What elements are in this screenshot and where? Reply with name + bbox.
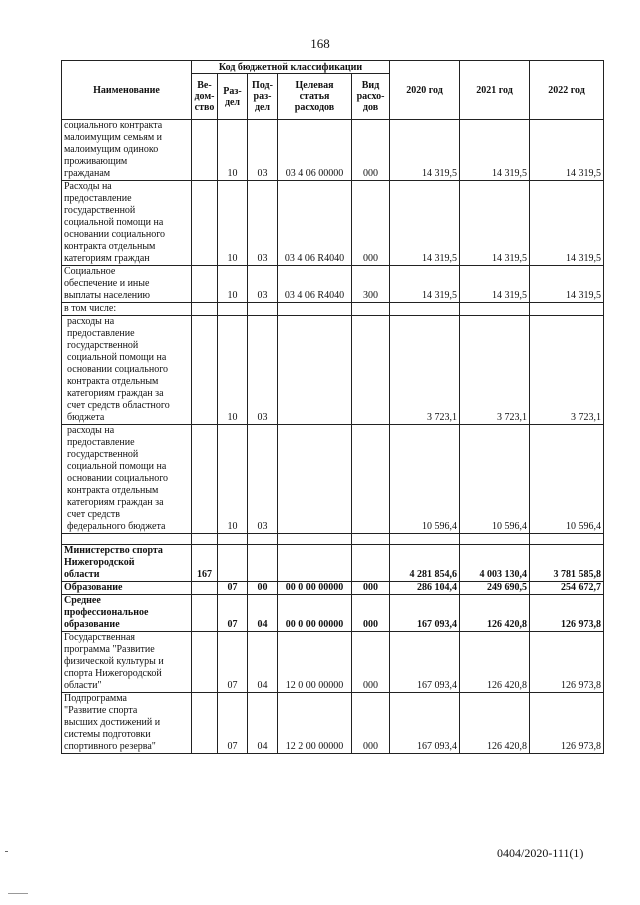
table-row bbox=[62, 425, 604, 534]
row-value-2020: 167 093,4 bbox=[390, 632, 460, 693]
row-dept bbox=[192, 582, 218, 595]
row-value-2020: 14 319,5 bbox=[390, 266, 460, 303]
row-type bbox=[352, 303, 390, 316]
row-section bbox=[218, 303, 248, 316]
table-body bbox=[62, 120, 604, 754]
row-value-2022: 126 973,8 bbox=[530, 632, 604, 693]
row-section bbox=[218, 545, 248, 582]
table-row bbox=[62, 693, 604, 754]
row-dept bbox=[192, 120, 218, 181]
row-value-2021: 126 420,8 bbox=[460, 632, 530, 693]
row-type: 300 bbox=[352, 266, 390, 303]
row-dept bbox=[192, 303, 218, 316]
row-value-2020: 167 093,4 bbox=[390, 693, 460, 754]
row-name: Подпрограмма "Развитие спорта высших достижений и системы подготовки спортивного резерва" bbox=[62, 693, 192, 754]
row-section: 07 bbox=[218, 595, 248, 632]
table-row bbox=[62, 545, 604, 582]
row-section: 10 bbox=[218, 425, 248, 534]
header-type: Вид расхо- дов bbox=[352, 74, 390, 120]
row-name: Расходы на предоставление государственной социальной помощи на основании социального контракта отдельным категориям граждан bbox=[62, 181, 192, 266]
row-target bbox=[278, 545, 352, 582]
row-value-2021: 3 723,1 bbox=[460, 316, 530, 425]
row-value-2022: 14 319,5 bbox=[530, 120, 604, 181]
row-target: 00 0 00 00000 bbox=[278, 582, 352, 595]
row-value-2020: 167 093,4 bbox=[390, 595, 460, 632]
row-target: 03 4 06 00000 bbox=[278, 120, 352, 181]
table-row bbox=[62, 181, 604, 266]
row-value-2020: 286 104,4 bbox=[390, 582, 460, 595]
row-name: Социальное обеспечение и иные выплаты населению bbox=[62, 266, 192, 303]
row-value-2021: 4 003 130,4 bbox=[460, 545, 530, 582]
row-dept bbox=[192, 425, 218, 534]
row-value-2021: 249 690,5 bbox=[460, 582, 530, 595]
row-value-2022: 3 723,1 bbox=[530, 316, 604, 425]
row-subsection: 04 bbox=[248, 693, 278, 754]
row-section: 07 bbox=[218, 632, 248, 693]
row-section: 10 bbox=[218, 266, 248, 303]
row-type: 000 bbox=[352, 181, 390, 266]
row-type bbox=[352, 425, 390, 534]
row-dept bbox=[192, 632, 218, 693]
row-dept bbox=[192, 693, 218, 754]
row-name bbox=[62, 534, 192, 545]
header-2022: 2022 год bbox=[530, 61, 604, 120]
table-row bbox=[62, 266, 604, 303]
row-subsection: 03 bbox=[248, 266, 278, 303]
table-row bbox=[62, 303, 604, 316]
row-type: 000 bbox=[352, 632, 390, 693]
row-name: Образование bbox=[62, 582, 192, 595]
row-name: Среднее профессиональное образование bbox=[62, 595, 192, 632]
row-value-2022: 254 672,7 bbox=[530, 582, 604, 595]
row-section: 07 bbox=[218, 693, 248, 754]
table-row bbox=[62, 120, 604, 181]
row-subsection bbox=[248, 303, 278, 316]
row-value-2020 bbox=[390, 534, 460, 545]
row-name: Государственная программа "Развитие физической культуры и спорта Нижегородской области" bbox=[62, 632, 192, 693]
header-code-group: Код бюджетной классификации bbox=[192, 61, 390, 74]
header-dept: Ве- дом- ство bbox=[192, 74, 218, 120]
header-section: Раз- дел bbox=[218, 74, 248, 120]
row-value-2022: 14 319,5 bbox=[530, 266, 604, 303]
row-dept bbox=[192, 534, 218, 545]
row-subsection: 03 bbox=[248, 181, 278, 266]
row-type bbox=[352, 534, 390, 545]
row-name: расходы на предоставление государственной социальной помощи на основании социального контракта отдельным категориям граждан за счет средств областного бюджета bbox=[62, 316, 192, 425]
row-section: 07 bbox=[218, 582, 248, 595]
header-2020: 2020 год bbox=[390, 61, 460, 120]
row-target: 00 0 00 00000 bbox=[278, 595, 352, 632]
row-value-2022 bbox=[530, 303, 604, 316]
row-subsection: 04 bbox=[248, 632, 278, 693]
row-target: 12 2 00 00000 bbox=[278, 693, 352, 754]
row-subsection: 03 bbox=[248, 120, 278, 181]
header-2021: 2021 год bbox=[460, 61, 530, 120]
row-value-2022: 126 973,8 bbox=[530, 595, 604, 632]
row-section: 10 bbox=[218, 181, 248, 266]
row-target: 03 4 06 R4040 bbox=[278, 266, 352, 303]
row-value-2022: 10 596,4 bbox=[530, 425, 604, 534]
row-target bbox=[278, 316, 352, 425]
header-target: Целевая статья расходов bbox=[278, 74, 352, 120]
row-section: 10 bbox=[218, 316, 248, 425]
row-type bbox=[352, 545, 390, 582]
row-value-2020: 14 319,5 bbox=[390, 181, 460, 266]
budget-table bbox=[61, 60, 604, 754]
row-value-2022: 3 781 585,8 bbox=[530, 545, 604, 582]
document-code: 0404/2020-111(1) bbox=[497, 846, 584, 860]
table-row bbox=[62, 316, 604, 425]
table-row bbox=[62, 534, 604, 545]
row-name: социального контракта малоимущим семьям и малоимущим одиноко проживающим гражданам bbox=[62, 120, 192, 181]
row-value-2022: 126 973,8 bbox=[530, 693, 604, 754]
row-value-2021 bbox=[460, 534, 530, 545]
row-dept bbox=[192, 266, 218, 303]
table-row bbox=[62, 595, 604, 632]
row-value-2020 bbox=[390, 303, 460, 316]
table-row bbox=[62, 632, 604, 693]
row-name: в том числе: bbox=[62, 303, 192, 316]
row-dept bbox=[192, 316, 218, 425]
row-value-2021: 126 420,8 bbox=[460, 693, 530, 754]
row-target bbox=[278, 534, 352, 545]
row-type: 000 bbox=[352, 582, 390, 595]
row-dept bbox=[192, 595, 218, 632]
header-name: Наименование bbox=[62, 61, 192, 120]
row-name: Министерство спорта Нижегородской области bbox=[62, 545, 192, 582]
row-subsection: 03 bbox=[248, 425, 278, 534]
row-section bbox=[218, 534, 248, 545]
row-target bbox=[278, 425, 352, 534]
row-target: 03 4 06 R4040 bbox=[278, 181, 352, 266]
row-type: 000 bbox=[352, 693, 390, 754]
margin-mark bbox=[8, 893, 28, 894]
row-value-2022 bbox=[530, 534, 604, 545]
row-value-2021 bbox=[460, 303, 530, 316]
row-target bbox=[278, 303, 352, 316]
page-number: 168 bbox=[310, 36, 330, 51]
row-subsection bbox=[248, 534, 278, 545]
row-value-2021: 14 319,5 bbox=[460, 181, 530, 266]
row-value-2021: 14 319,5 bbox=[460, 266, 530, 303]
row-target: 12 0 00 00000 bbox=[278, 632, 352, 693]
header-subsection: Под- раз- дел bbox=[248, 74, 278, 120]
row-dept: 167 bbox=[192, 545, 218, 582]
row-value-2020: 3 723,1 bbox=[390, 316, 460, 425]
table-row bbox=[62, 582, 604, 595]
row-section: 10 bbox=[218, 120, 248, 181]
row-value-2022: 14 319,5 bbox=[530, 181, 604, 266]
row-name: расходы на предоставление государственной социальной помощи на основании социального контракта отдельным категориям граждан за счет средств федерального бюджета bbox=[62, 425, 192, 534]
row-subsection: 04 bbox=[248, 595, 278, 632]
row-value-2020: 14 319,5 bbox=[390, 120, 460, 181]
row-value-2021: 126 420,8 bbox=[460, 595, 530, 632]
row-type bbox=[352, 316, 390, 425]
row-subsection: 03 bbox=[248, 316, 278, 425]
row-subsection bbox=[248, 545, 278, 582]
row-dept bbox=[192, 181, 218, 266]
row-value-2020: 10 596,4 bbox=[390, 425, 460, 534]
row-value-2021: 10 596,4 bbox=[460, 425, 530, 534]
row-value-2021: 14 319,5 bbox=[460, 120, 530, 181]
margin-mark bbox=[5, 851, 8, 852]
row-value-2020: 4 281 854,6 bbox=[390, 545, 460, 582]
row-type: 000 bbox=[352, 120, 390, 181]
row-subsection: 00 bbox=[248, 582, 278, 595]
row-type: 000 bbox=[352, 595, 390, 632]
